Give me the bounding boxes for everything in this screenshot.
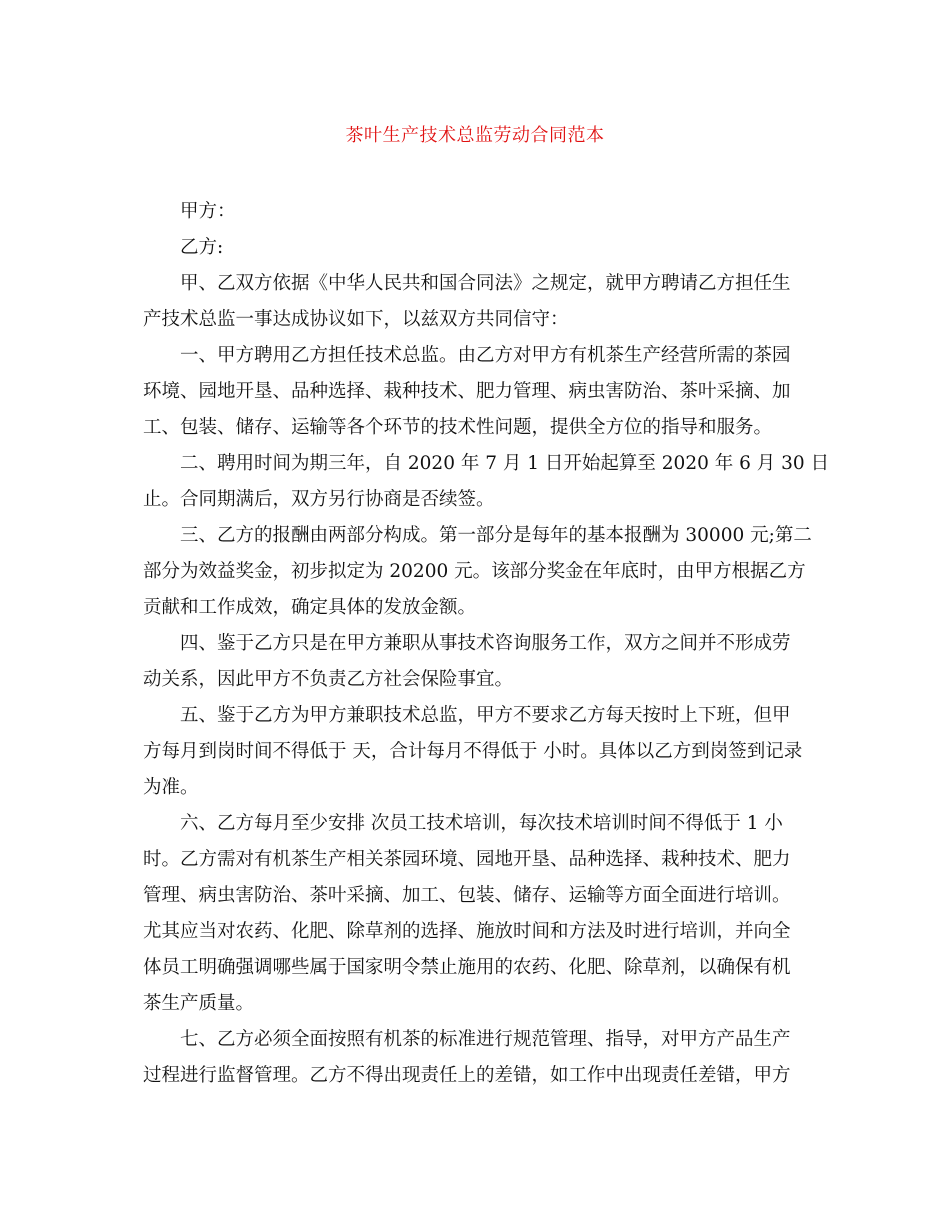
paragraph-line: 动关系，因此甲方不负责乙方社会保险事宜。	[143, 669, 514, 690]
contract-paragraph	[143, 446, 830, 518]
paragraph-line: 方每月到岗时间不得低于 天，合计每月不得低于 小时。具体以乙方到岗签到记录	[143, 741, 803, 762]
paragraph-line: 过程进行监督管理。乙方不得出现责任上的差错，如工作中出现责任差错，甲方	[143, 1065, 791, 1086]
paragraph-line: 一、甲方聘用乙方担任技术总监。由乙方对甲方有机茶生产经营所需的茶园	[180, 345, 791, 366]
contract-paragraph	[143, 806, 807, 1022]
paragraph-line: 甲、乙双方依据《中华人民共和国合同法》之规定，就甲方聘请乙方担任生	[180, 273, 791, 294]
paragraph-line: 止。合同期满后，双方另行协商是否续签。	[143, 489, 495, 510]
paragraph-line: 产技术总监一事达成协议如下，以兹双方共同信守：	[143, 309, 569, 330]
contract-paragraph	[143, 626, 807, 698]
party-a-line: 甲方：	[180, 201, 236, 222]
paragraph-line: 管理、病虫害防治、茶叶采摘、加工、包装、储存、运输等方面全面进行培训。	[143, 885, 791, 906]
paragraph-line: 尤其应当对农药、化肥、除草剂的选择、施放时间和方法及时进行培训，并向全	[143, 921, 791, 942]
contract-clauses	[143, 266, 830, 1094]
paragraph-line: 茶生产质量。	[143, 993, 255, 1014]
contract-paragraph	[143, 266, 807, 338]
party-b-line: 乙方:	[180, 237, 224, 258]
contract-paragraph	[143, 1022, 807, 1094]
paragraph-line: 贡献和工作成效，确定具体的发放金额。	[143, 597, 477, 618]
paragraph-line: 环境、园地开垦、品种选择、栽种技术、肥力管理、病虫害防治、茶叶采摘、加	[143, 381, 791, 402]
paragraph-line: 七、乙方必须全面按照有机茶的标准进行规范管理、指导，对甲方产品生产	[180, 1029, 791, 1050]
document-title: 茶叶生产技术总监劳动合同范本	[345, 125, 605, 146]
paragraph-line: 部分为效益奖金，初步拟定为 20200 元。该部分奖金在年底时，由甲方根据乙方	[143, 561, 806, 582]
paragraph-line: 六、乙方每月至少安排 次员工技术培训，每次技术培训时间不得低于 1 小	[180, 813, 783, 834]
contract-paragraph	[143, 518, 812, 626]
document-body	[143, 194, 830, 1094]
contract-paragraph	[143, 698, 807, 806]
paragraph-line: 时。乙方需对有机茶生产相关茶园环境、园地开垦、品种选择、栽种技术、肥力	[143, 849, 791, 870]
paragraph-line: 工、包装、储存、运输等各个环节的技术性问题，提供全方位的指导和服务。	[143, 417, 773, 438]
paragraph-line: 三、乙方的报酬由两部分构成。第一部分是每年的基本报酬为 30000 元;第二	[180, 525, 812, 546]
paragraph-line: 四、鉴于乙方只是在甲方兼职从事技术咨询服务工作，双方之间并不形成劳	[180, 633, 791, 654]
paragraph-line: 五、鉴于乙方为甲方兼职技术总监，甲方不要求乙方每天按时上下班，但甲	[180, 705, 791, 726]
paragraph-line: 体员工明确强调哪些属于国家明令禁止施用的农药、化肥、除草剂，以确保有机	[143, 957, 791, 978]
paragraph-line: 为准。	[143, 777, 199, 798]
paragraph-line: 二、聘用时间为期三年，自 2020 年 7 月 1 日开始起算至 2020 年 6 月 30 日	[180, 453, 830, 474]
contract-paragraph	[143, 338, 807, 446]
